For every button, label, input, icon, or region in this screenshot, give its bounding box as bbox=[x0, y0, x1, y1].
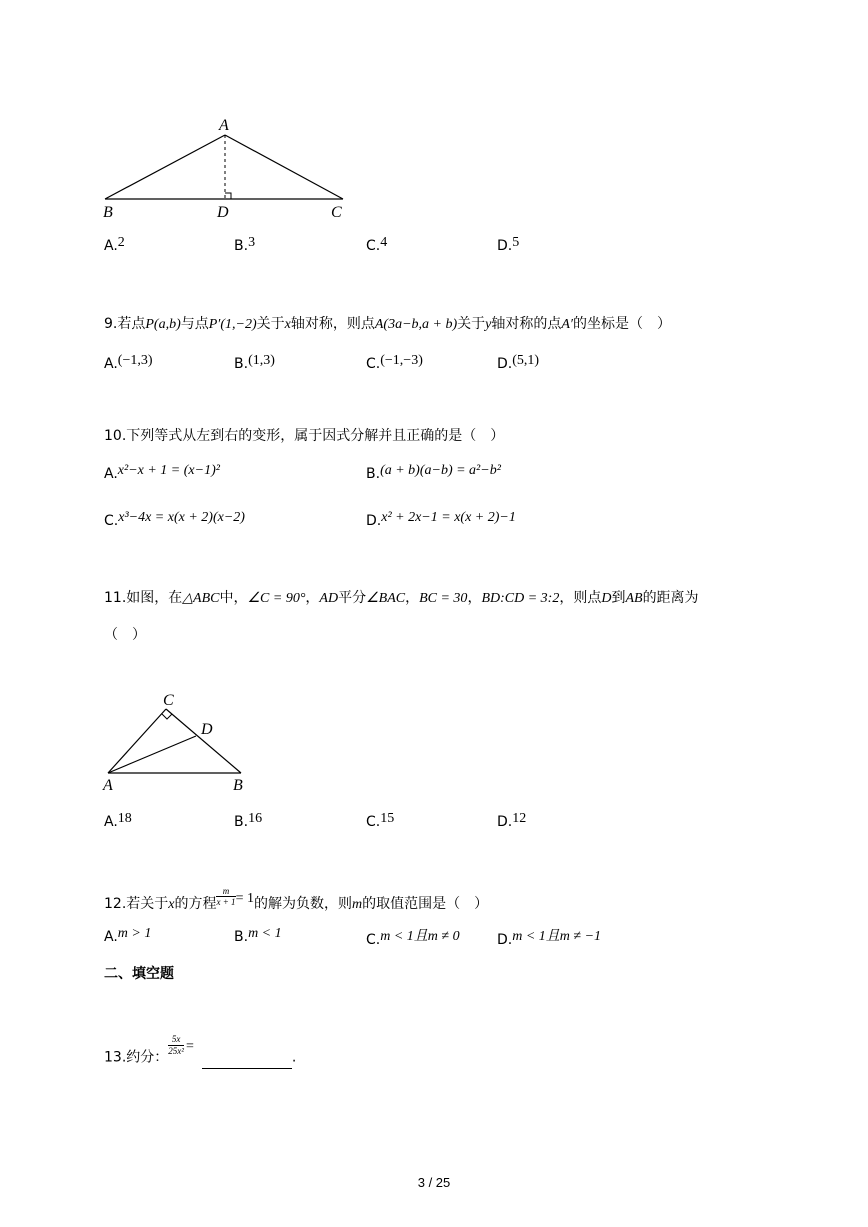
side-cb bbox=[166, 709, 241, 773]
q9-stem: 9.若点P(a,b)与点P′(1,−2)关于x轴对称，则点A(3a−b,a + b)关于y轴对称的点A′的坐标是（ ） bbox=[104, 316, 671, 332]
q12-option-b[interactable]: B.m < 1 bbox=[234, 926, 282, 945]
bisector-ad bbox=[108, 736, 196, 773]
q12-fraction: $\frac{m}{x + 1}$ bbox=[216, 885, 236, 907]
page-number: 3 / 25 bbox=[417, 1175, 451, 1190]
q12-stem: 12.若关于x的方程 $\frac{m}{x + 1}$ = 1的解为负数，则m的取值范围是（ ） bbox=[104, 885, 489, 912]
label-a: A bbox=[219, 117, 229, 134]
q9-option-d[interactable]: D.(5,1) bbox=[497, 353, 540, 372]
q13-answer-blank[interactable] bbox=[202, 1054, 292, 1069]
label-a: A bbox=[103, 777, 113, 794]
q10-option-d[interactable]: D.x² + 2x−1 = x(x + 2)−1 bbox=[366, 510, 516, 529]
q9-option-a[interactable]: A.(−1,3) bbox=[104, 353, 153, 372]
q11-option-b[interactable]: B.16 bbox=[234, 811, 263, 830]
q10-stem: 10.下列等式从左到右的变形，属于因式分解并且正确的是（ ） bbox=[104, 428, 505, 444]
section-heading: 二、填空题 bbox=[104, 966, 174, 982]
label-b: B bbox=[103, 204, 113, 221]
figure-triangle-abc-altitude bbox=[95, 110, 365, 225]
q9-option-b[interactable]: B.(1,3) bbox=[234, 353, 275, 372]
q11-option-c[interactable]: C.15 bbox=[366, 811, 395, 830]
q8-option-d[interactable]: D.5 bbox=[497, 235, 520, 254]
q10-option-a[interactable]: A.x²−x + 1 = (x−1)² bbox=[104, 463, 220, 482]
q13-fraction: $\frac{5x}{\text{25x²}}$ bbox=[168, 1034, 184, 1056]
q10-option-b[interactable]: B.(a + b)(a−b) = a²−b² bbox=[366, 463, 501, 482]
q8-option-c[interactable]: C.4 bbox=[366, 235, 388, 254]
q12-option-d[interactable]: D.m < 1且m ≠ −1 bbox=[497, 929, 602, 948]
label-c: C bbox=[163, 692, 174, 709]
side-ac bbox=[225, 135, 343, 199]
q12-option-c[interactable]: C.m < 1且m ≠ 0 bbox=[366, 929, 460, 948]
q8-option-a[interactable]: A.2 bbox=[104, 235, 125, 254]
label-d: D bbox=[217, 204, 229, 221]
q10-option-c[interactable]: C.x³−4x = x(x + 2)(x−2) bbox=[104, 510, 245, 529]
q13-stem: 13.约分： $\frac{5x}{\text{25x²}}$ =. bbox=[104, 1046, 296, 1069]
right-angle-mark bbox=[162, 714, 172, 719]
side-ac bbox=[108, 709, 166, 773]
figure-right-triangle-bisector bbox=[98, 690, 258, 794]
q12-option-a[interactable]: A.m > 1 bbox=[104, 926, 152, 945]
side-ab bbox=[105, 135, 225, 199]
q11-option-a[interactable]: A.18 bbox=[104, 811, 132, 830]
q11-stem: 11.如图，在△ABC中，∠C = 90°，AD平分∠BAC，BC = 30，BD:CD = 3:2，则点D到AB的距离为 bbox=[104, 590, 699, 606]
q11-stem-line2: （ ） bbox=[104, 627, 146, 643]
label-c: C bbox=[331, 204, 342, 221]
right-angle-mark bbox=[225, 193, 231, 199]
label-b: B bbox=[233, 777, 243, 794]
q9-option-c[interactable]: C.(−1,−3) bbox=[366, 353, 423, 372]
label-d: D bbox=[201, 721, 213, 738]
q11-option-d[interactable]: D.12 bbox=[497, 811, 527, 830]
q8-option-b[interactable]: B.3 bbox=[234, 235, 256, 254]
